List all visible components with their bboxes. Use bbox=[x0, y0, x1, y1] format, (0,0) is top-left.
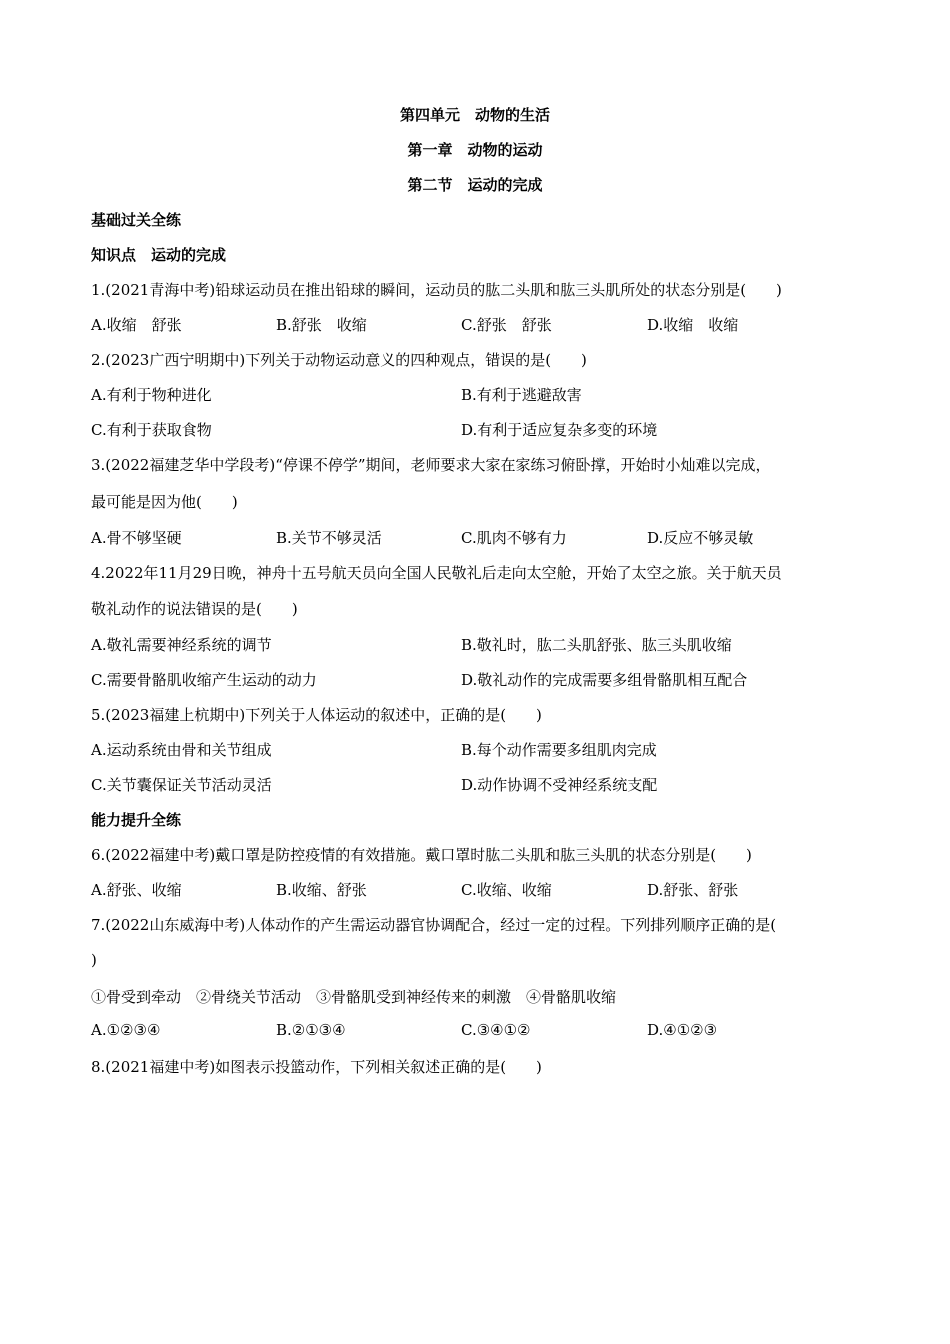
heading-knowledge: 知识点 运动的完成 bbox=[91, 246, 227, 264]
question-7-option-a: A.①②③④ bbox=[91, 1021, 161, 1039]
question-2-stem: 2.(2023广西宁明期中)下列关于动物运动意义的四种观点，错误的是( ) bbox=[91, 351, 587, 369]
question-7-option-c: C.③④①② bbox=[461, 1021, 531, 1039]
question-2-option-c: C.有利于获取食物 bbox=[91, 421, 212, 439]
question-6-stem: 6.(2022福建中考)戴口罩是防控疫情的有效措施。戴口罩时肱二头肌和肱三头肌的状态分别是( ) bbox=[91, 846, 752, 864]
heading-basic: 基础过关全练 bbox=[91, 211, 182, 229]
question-3-option-d: D.反应不够灵敏 bbox=[647, 529, 754, 547]
question-1-option-c: C.舒张 舒张 bbox=[461, 316, 552, 334]
question-2-option-a: A.有利于物种进化 bbox=[91, 386, 212, 404]
heading-advanced: 能力提升全练 bbox=[91, 811, 182, 829]
section-title: 第二节 运动的完成 bbox=[407, 176, 543, 194]
question-3-option-b: B.关节不够灵活 bbox=[276, 529, 382, 547]
question-4-option-a: A.敬礼需要神经系统的调节 bbox=[91, 636, 272, 654]
question-3-stem: 3.(2022福建芝华中学段考)“停课不停学”期间，老师要求大家在家练习俯卧撑，开始时小灿难以完成， bbox=[91, 456, 771, 474]
question-3-option-a: A.骨不够坚硬 bbox=[91, 529, 182, 547]
question-5-option-a: A.运动系统由骨和关节组成 bbox=[91, 741, 272, 759]
question-6-option-c: C.收缩、收缩 bbox=[461, 881, 552, 899]
question-4-stem-continued: 敬礼动作的说法错误的是( ) bbox=[91, 600, 298, 618]
question-7-stem-continued: ) bbox=[91, 951, 97, 969]
question-6-option-a: A.舒张、收缩 bbox=[91, 881, 182, 899]
question-4-stem: 4.2022年11月29日晚，神舟十五号航天员向全国人民敬礼后走向太空舱，开始了太空之旅。关于航天员 bbox=[91, 564, 782, 582]
question-8-stem: 8.(2021福建中考)如图表示投篮动作，下列相关叙述正确的是( ) bbox=[91, 1058, 542, 1076]
question-2-option-d: D.有利于适应复杂多变的环境 bbox=[461, 421, 658, 439]
question-4-option-c: C.需要骨骼肌收缩产生运动的动力 bbox=[91, 671, 317, 689]
chapter-title: 第一章 动物的运动 bbox=[407, 141, 543, 159]
question-7-option-b: B.②①③④ bbox=[276, 1021, 346, 1039]
question-5-option-c: C.关节囊保证关节活动灵活 bbox=[91, 776, 272, 794]
question-4-option-d: D.敬礼动作的完成需要多组骨骼肌相互配合 bbox=[461, 671, 748, 689]
question-7-option-d: D.④①②③ bbox=[647, 1021, 718, 1039]
question-7-stem: 7.(2022山东威海中考)人体动作的产生需运动器官协调配合，经过一定的过程。下列排列顺序正确的是( bbox=[91, 916, 777, 934]
question-5-option-d: D.动作协调不受神经系统支配 bbox=[461, 776, 658, 794]
question-6-option-d: D.舒张、舒张 bbox=[647, 881, 739, 899]
unit-title: 第四单元 动物的生活 bbox=[399, 106, 550, 124]
question-7-steps: ①骨受到牵动 ②骨绕关节活动 ③骨骼肌受到神经传来的刺激 ④骨骼肌收缩 bbox=[91, 988, 617, 1006]
question-1-option-b: B.舒张 收缩 bbox=[276, 316, 367, 334]
question-3-option-c: C.肌肉不够有力 bbox=[461, 529, 567, 547]
question-3-stem-continued: 最可能是因为他( ) bbox=[91, 493, 238, 511]
question-2-option-b: B.有利于逃避敌害 bbox=[461, 386, 582, 404]
question-1-option-a: A.收缩 舒张 bbox=[91, 316, 182, 334]
question-1-stem: 1.(2021青海中考)铅球运动员在推出铅球的瞬间，运动员的肱二头肌和肱三头肌所处的状态分别是( ) bbox=[91, 281, 782, 299]
question-6-option-b: B.收缩、舒张 bbox=[276, 881, 367, 899]
question-4-option-b: B.敬礼时，肱二头肌舒张、肱三头肌收缩 bbox=[461, 636, 732, 654]
question-1-option-d: D.收缩 收缩 bbox=[647, 316, 739, 334]
question-5-option-b: B.每个动作需要多组肌肉完成 bbox=[461, 741, 657, 759]
question-5-stem: 5.(2023福建上杭期中)下列关于人体运动的叙述中，正确的是( ) bbox=[91, 706, 542, 724]
